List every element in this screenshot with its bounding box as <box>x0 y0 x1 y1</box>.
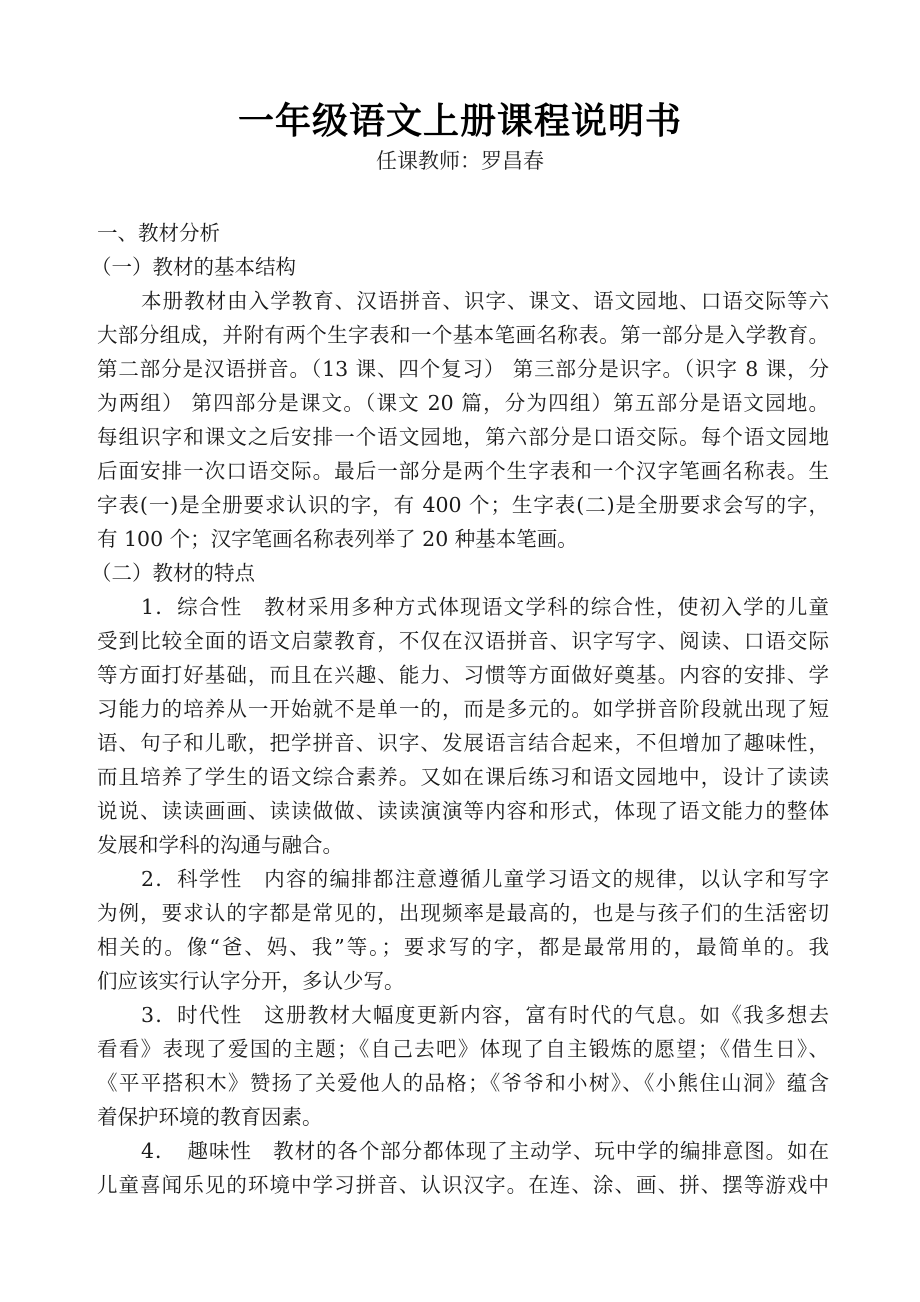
paragraph-line: 受到比较全面的语文启蒙教育，不仅在汉语拼音、识字写字、阅读、口语交际 <box>97 629 829 653</box>
paragraph-line: 字表(一)是全册要求认识的字，有 400 个；生字表(二)是全册要求会写的字， <box>97 493 829 517</box>
paragraph-line: 4． 趣味性 教材的各个部分都体现了主动学、玩中学的编排意图。如在 <box>141 1139 829 1163</box>
paragraph-line: 而且培养了学生的语文综合素养。又如在课后练习和语文园地中，设计了读读 <box>97 765 829 789</box>
teacher-line: 任课教师：罗昌春 <box>376 149 544 173</box>
paragraph-line: 儿童喜闻乐见的环境中学习拼音、认识汉字。在连、涂、画、拼、摆等游戏中 <box>97 1173 829 1197</box>
paragraph-line: 等方面打好基础，而且在兴趣、能力、习惯等方面做好奠基。内容的安排、学 <box>97 663 829 687</box>
paragraph-line: 2．科学性 内容的编排都注意遵循儿童学习语文的规律，以认字和写字 <box>141 867 829 891</box>
paragraph-line: 发展和学科的沟通与融合。 <box>97 833 343 857</box>
paragraph-line: 说说、读读画画、读读做做、读读演演等内容和形式，体现了语文能力的整体 <box>97 799 829 823</box>
subsection-heading-features: （二）教材的特点 <box>91 561 255 585</box>
paragraph-line: 有 100 个；汉字笔画名称表列举了 20 种基本笔画。 <box>97 527 578 551</box>
paragraph-line: 每组识字和课文之后安排一个语文园地，第六部分是口语交际。每个语文园地 <box>97 425 829 449</box>
paragraph-line: 第二部分是汉语拼音。（13 课、四个复习） 第三部分是识字。（识字 8 课，分 <box>97 357 829 381</box>
paragraph-line: 本册教材由入学教育、汉语拼音、识字、课文、语文园地、口语交际等六 <box>141 289 829 313</box>
paragraph-line: 着保护环境的教育因素。 <box>97 1105 323 1129</box>
section-heading-textbook-analysis: 一、教材分析 <box>97 221 220 245</box>
paragraph-line: 《平平搭积木》赞扬了关爱他人的品格；《爷爷和小树》、《小熊住山洞》蕴含 <box>97 1071 829 1095</box>
paragraph-line: 习能力的培养从一开始就不是单一的，而是多元的。如学拼音阶段就出现了短 <box>97 697 829 721</box>
paragraph-line: 为两组） 第四部分是课文。（课文 20 篇，分为四组）第五部分是语文园地。 <box>97 391 829 415</box>
paragraph-line: 为例，要求认的字都是常见的，出现频率是最高的，也是与孩子们的生活密切 <box>97 901 829 925</box>
paragraph-line: 1．综合性 教材采用多种方式体现语文学科的综合性，使初入学的儿童 <box>141 595 829 619</box>
paragraph-line: 后面安排一次口语交际。最后一部分是两个生字表和一个汉字笔画名称表。生 <box>97 459 829 483</box>
paragraph-line: 相关的。像“爸、妈、我”等。；要求写的字，都是最常用的，最简单的。我 <box>97 935 829 959</box>
subsection-heading-structure: （一）教材的基本结构 <box>91 255 296 279</box>
document-title: 一年级语文上册课程说明书 <box>237 101 682 142</box>
paragraph-line: 大部分组成，并附有两个生字表和一个基本笔画名称表。第一部分是入学教育。 <box>97 323 829 347</box>
paragraph-line: 看看》表现了爱国的主题；《自己去吧》体现了自主锻炼的愿望；《借生日》、 <box>97 1037 829 1061</box>
paragraph-line: 们应该实行认字分开，多认少写。 <box>97 969 405 993</box>
paragraph-line: 语、句子和儿歌，把学拼音、识字、发展语言结合起来，不但增加了趣味性， <box>97 731 829 755</box>
paragraph-line: 3．时代性 这册教材大幅度更新内容，富有时代的气息。如《我多想去 <box>141 1003 829 1027</box>
